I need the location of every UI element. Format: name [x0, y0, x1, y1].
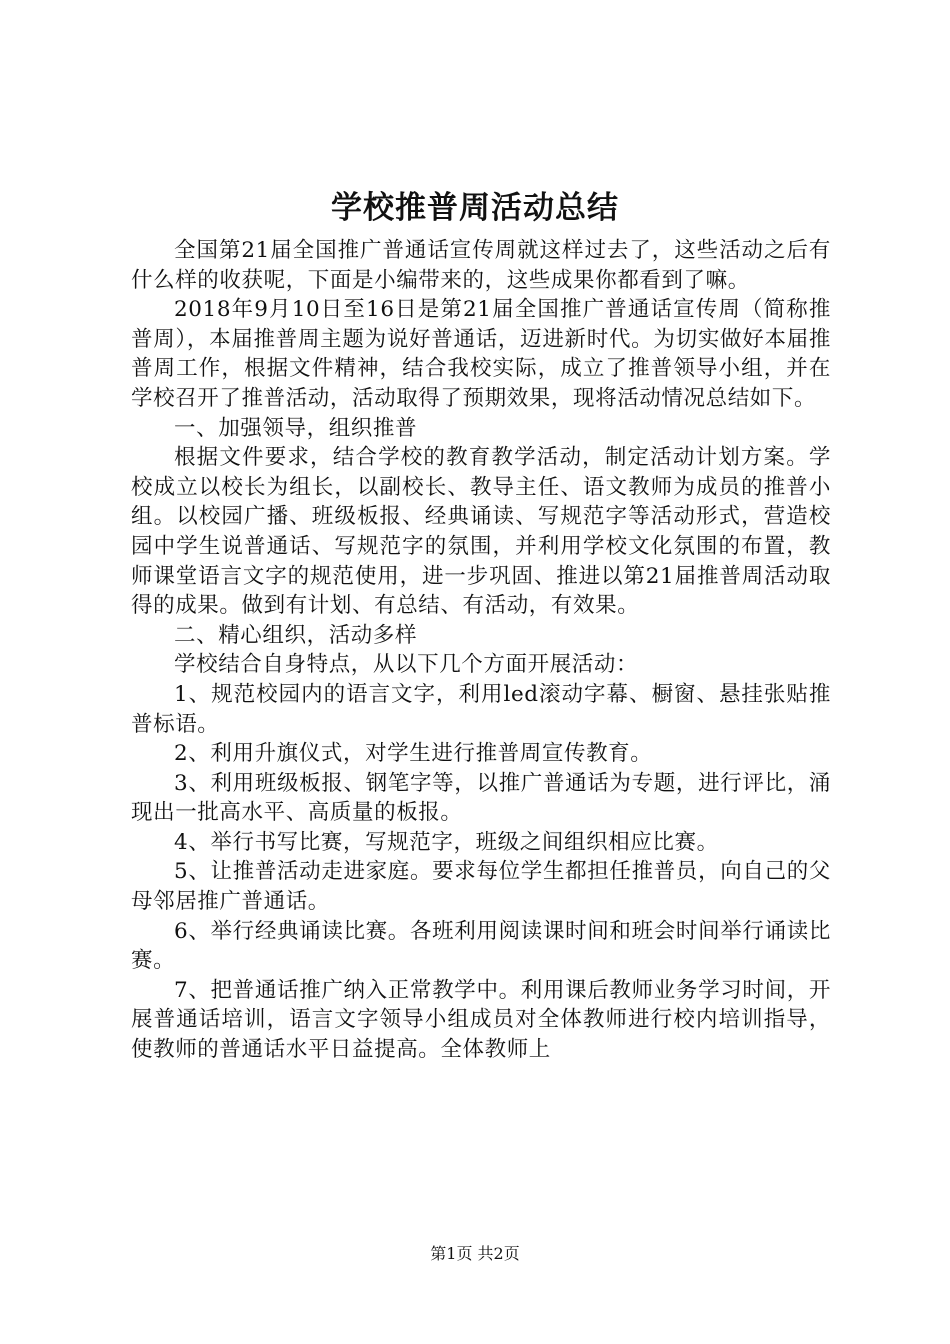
document-title: 学校推普周活动总结: [331, 190, 619, 226]
list-item: 7、把普通话推广纳入正常教学中。利用课后教师业务学习时间，开展普通话培训，语言文字领导小组成员对全体教师进行校内培训指导，使教师的普通话水平日益提高。全体教师上: [131, 977, 831, 1063]
document-body: [131, 236, 831, 1065]
list-item: 2、利用升旗仪式，对学生进行推普周宣传教育。: [174, 741, 653, 767]
list-item: 6、举行经典诵读比赛。各班利用阅读课时间和班会时间举行诵读比赛。: [131, 918, 831, 974]
paragraph: 学校结合自身特点，从以下几个方面开展活动：: [174, 652, 639, 678]
list-item: 3、利用班级板报、钢笔字等，以推广普通话为专题，进行评比，涌现出一批高水平、高质量的板报。: [131, 770, 831, 826]
list-item: 4、举行书写比赛，写规范字，班级之间组织相应比赛。: [174, 829, 719, 855]
paragraph: 2018年9月10日至16日是第21届全国推广普通话宣传周（简称推普周），本届推普周主题为说好普通话，迈进新时代。为切实做好本届推普周工作，根据文件精神，结合我校实际，成立了推普领导小组，并在学校召开了推普活动，活动取得了预期效果，现将活动情况总结如下。: [131, 297, 831, 411]
list-item: 5、让推普活动走进家庭。要求每位学生都担任推普员，向自己的父母邻居推广普通话。: [131, 859, 831, 915]
list-item: 1、规范校园内的语言文字，利用led滚动字幕、橱窗、悬挂张贴推普标语。: [131, 681, 831, 737]
section-heading: 一、加强领导，组织推普: [174, 415, 418, 441]
section-heading: 二、精心组织，活动多样: [174, 622, 418, 648]
paragraph: 根据文件要求，结合学校的教育教学活动，制定活动计划方案。学校成立以校长为组长，以副校长、教导主任、语文教师为成员的推普小组。以校园广播、班级板报、经典诵读、写规范字等活动形式，营造校园中学生说普通话、写规范字的氛围，并利用学校文化氛围的布置，教师课堂语言文字的规范使用，进一步巩固、推进以第21届推普周活动取得的成果。做到有计划、有总结、有活动，有效果。: [131, 445, 831, 619]
paragraph: 全国第21届全国推广普通话宣传周就这样过去了，这些活动之后有什么样的收获呢，下面是小编带来的，这些成果你都看到了嘛。: [131, 238, 831, 293]
page-footer: 第1页 共2页: [430, 1244, 520, 1263]
